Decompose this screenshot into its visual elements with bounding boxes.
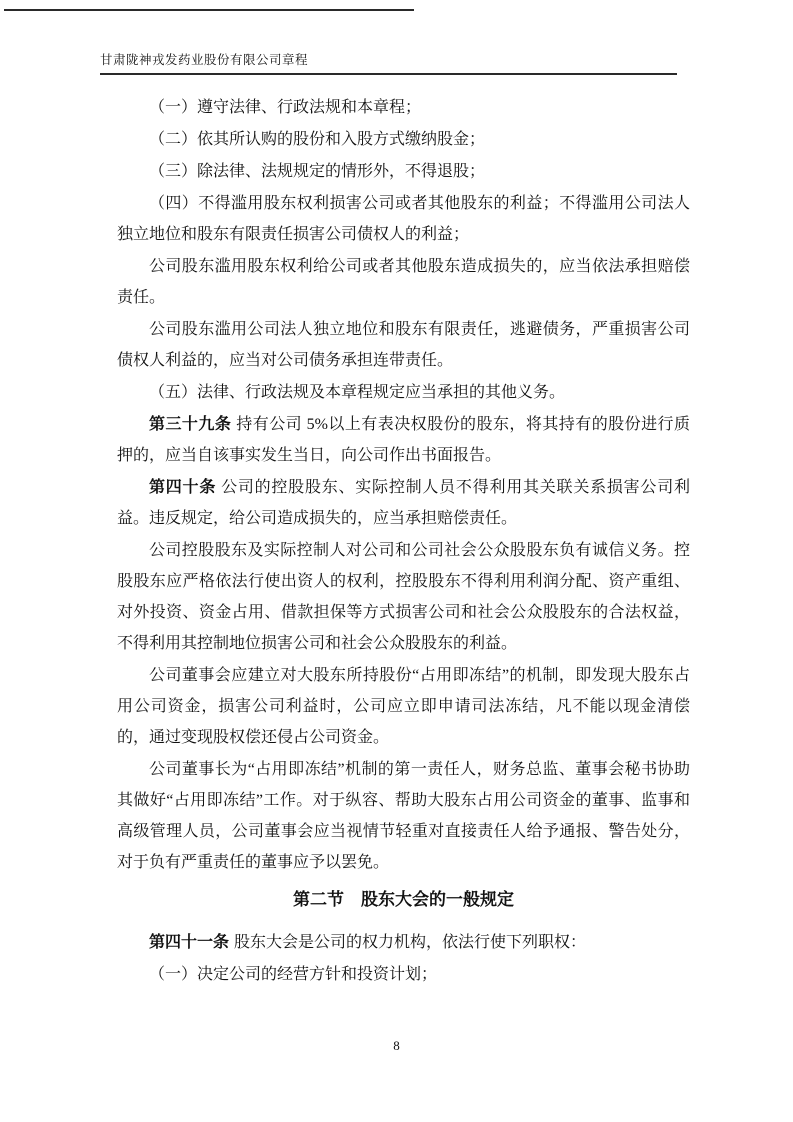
paragraph: 公司股东滥用股东权利给公司或者其他股东造成损失的，应当依法承担赔偿责任。 [117,258,690,306]
paragraph: （一）决定公司的经营方针和投资计划； [149,966,438,983]
paragraph: 公司董事长为“占用即冻结”机制的第一责任人，财务总监、董事会秘书协助其做好“占用即冻结”工作。对于纵容、帮助大股东占用公司资金的董事、监事和高级管理人员，公司董事会应当视情节轻重对直接责任人给予通报、警告处分，对于负有严重责任的董事应予以罢免。 [117,761,690,871]
paragraph-text: 持有公司 5%以上有表决权股份的股东，将其持有的股份进行质押的，应当自该事实发生当日，向公司作出书面报告。 [117,416,690,464]
page-header [100,53,677,75]
document-body [117,92,690,991]
header-title: 甘肃陇神戎发药业股份有限公司章程 [100,53,309,67]
paragraph: （五）法律、行政法规及本章程规定应当承担的其他义务。 [149,384,566,401]
article-number: 第四十条 [149,479,217,496]
paragraph [117,409,690,471]
paragraph-text: 公司的控股股东、实际控制人员不得利用其关联关系损害公司利益。违反规定，给公司造成损失的，应当承担赔偿责任。 [117,479,690,527]
page-top-scan-line [4,9,414,11]
page-number: 8 [393,1038,400,1053]
paragraph-text: 股东大会是公司的权力机构，依法行使下列职权： [234,934,587,951]
page-footer [0,1038,793,1054]
paragraph [117,472,690,534]
paragraph: （四）不得滥用股东权利损害公司或者其他股东的利益；不得滥用公司法人独立地位和股东有限责任损害公司债权人的利益； [117,195,690,243]
paragraph: （三）除法律、法规规定的情形外，不得退股； [149,163,486,180]
paragraph: （二）依其所认购的股份和入股方式缴纳股金； [149,131,486,148]
paragraph: 公司董事会应建立对大股东所持股份“占用即冻结”的机制，即发现大股东占用公司资金，损害公司利益时，公司应立即申请司法冻结，凡不能以现金清偿的，通过变现股权偿还侵占公司资金。 [117,667,690,746]
paragraph: （一）遵守法律、行政法规和本章程； [149,99,422,116]
section-heading: 第二节 股东大会的一般规定 [293,890,514,909]
article-number: 第三十九条 [149,416,232,433]
paragraph [117,927,690,958]
paragraph: 公司控股股东及实际控制人对公司和公司社会公众股股东负有诚信义务。控股股东应严格依法行使出资人的权利，控股股东不得利用利润分配、资产重组、对外投资、资金占用、借款担保等方式损害公司和社会公众股股东的合法权益，不得利用其控制地位损害公司和社会公众股股东的利益。 [117,542,690,652]
article-number: 第四十一条 [149,934,230,951]
paragraph: 公司股东滥用公司法人独立地位和股东有限责任，逃避债务，严重损害公司债权人利益的，应当对公司债务承担连带责任。 [117,321,690,369]
